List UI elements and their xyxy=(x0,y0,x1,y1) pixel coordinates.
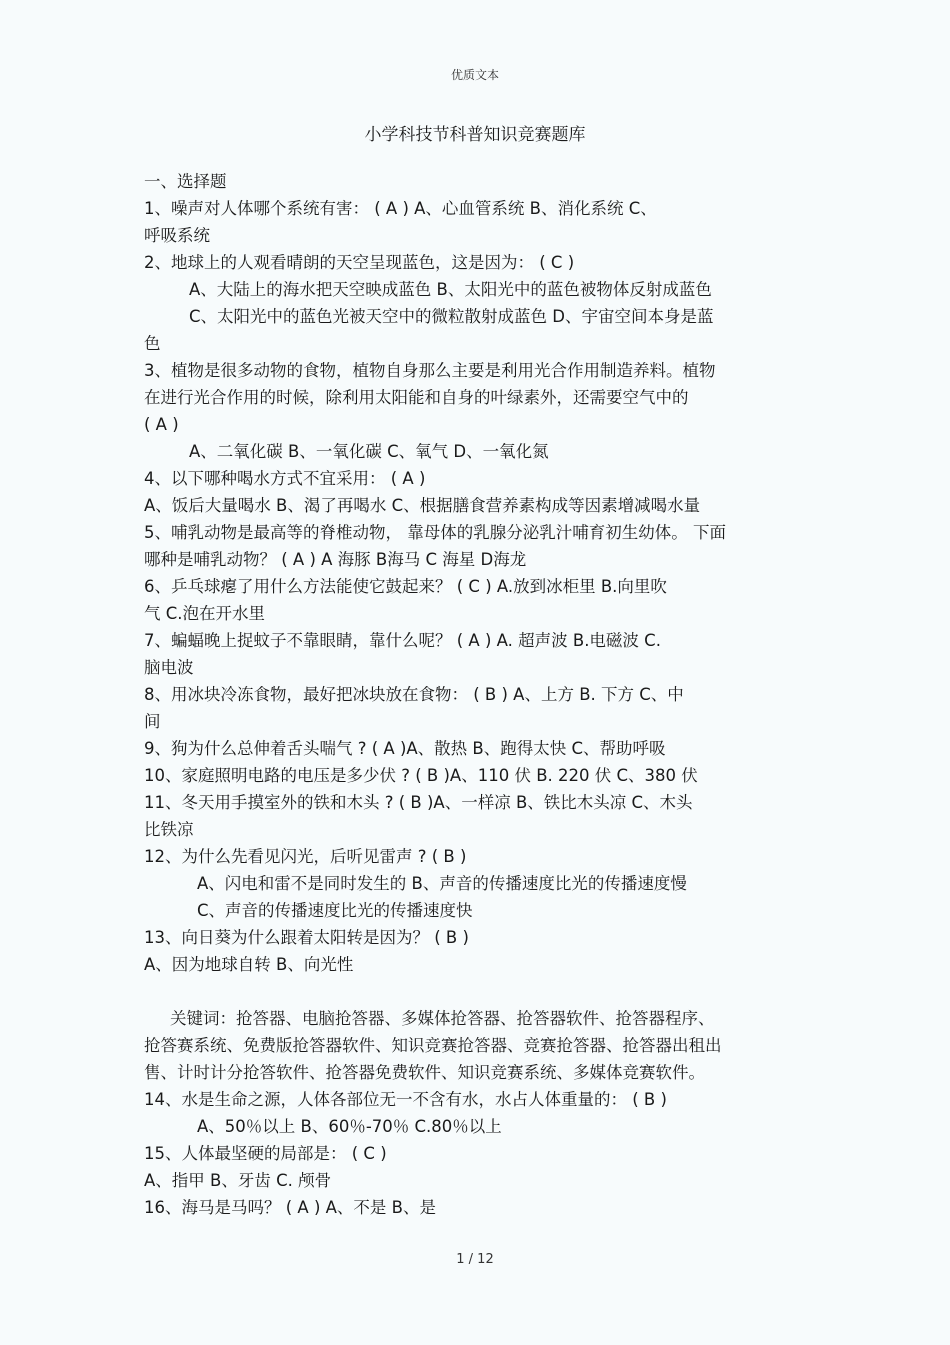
text-line: 6、乒乓球瘪了用什么方法能使它鼓起来？ ( C ) A.放到冰柜里 B.向里吹 xyxy=(144,577,667,596)
text-line: 抢答赛系统、免费版抢答器软件、知识竞赛抢答器、竞赛抢答器、抢答器出租出 xyxy=(144,1036,722,1055)
text-line: A、因为地球自转 B、向光性 xyxy=(144,955,354,974)
text-line: 15、人体最坚硬的局部是： ( C ) xyxy=(144,1144,387,1163)
text-line: A、饭后大量喝水 B、渴了再喝水 C、根据膳食营养素构成等因素增减喝水量 xyxy=(144,496,701,515)
document-title: 小学科技节科普知识竞赛题库 xyxy=(364,125,586,145)
text-line: 8、用冰块冷冻食物，最好把冰块放在食物： ( B ) A、上方 B. 下方 C、中 xyxy=(144,685,684,704)
text-line: 在进行光合作用的时候，除利用太阳能和自身的叶绿素外，还需要空气中的 xyxy=(144,388,689,407)
text-line: C、太阳光中的蓝色光被天空中的微粒散射成蓝色 D、宇宙空间本身是蓝 xyxy=(189,307,714,326)
text-line: 4、以下哪种喝水方式不宜采用： ( A ) xyxy=(144,469,426,488)
text-line: 5、哺乳动物是最高等的脊椎动物， 靠母体的乳腺分泌乳汁哺育初生幼体。 下面 xyxy=(144,523,726,542)
text-line: 关键词：抢答器、电脑抢答器、多媒体抢答器、抢答器软件、抢答器程序、 xyxy=(170,1009,715,1028)
text-line: 间 xyxy=(144,712,161,731)
text-line: 3、植物是很多动物的食物，植物自身那么主要是利用光合作用制造养料。植物 xyxy=(144,361,716,380)
page-number: 1 / 12 xyxy=(456,1252,494,1267)
question-list xyxy=(144,168,809,1221)
text-line: ( A ) xyxy=(144,415,179,434)
text-line: 色 xyxy=(144,334,161,353)
text-line: 1、噪声对人体哪个系统有害： ( A ) A、心血管系统 B、消化系统 C、 xyxy=(144,199,657,218)
text-line: 13、向日葵为什么跟着太阳转是因为？ ( B ) xyxy=(144,928,469,947)
text-line: A、指甲 B、牙齿 C. 颅骨 xyxy=(144,1171,332,1190)
text-line: 7、蝙蝠晚上捉蚊子不靠眼睛，靠什么呢？ ( A ) A. 超声波 B.电磁波 C. xyxy=(144,631,661,650)
blank-line xyxy=(144,978,809,1005)
text-line: 2、地球上的人观看晴朗的天空呈现蓝色，这是因为： ( C ) xyxy=(144,253,575,272)
text-line: 脑电波 xyxy=(144,658,194,677)
text-line: 比铁凉 xyxy=(144,820,194,839)
text-line: 一、选择题 xyxy=(144,172,227,191)
text-line: A、二氧化碳 B、一氧化碳 C、氧气 D、一氧化氮 xyxy=(189,442,549,461)
text-line: A、闪电和雷不是同时发生的 B、声音的传播速度比光的传播速度慢 xyxy=(197,874,687,893)
text-line: 呼吸系统 xyxy=(144,226,210,245)
text-line: 16、海马是马吗？ ( A ) A、不是 B、是 xyxy=(144,1198,436,1217)
text-line: 哪种是哺乳动物？ ( A ) A 海豚 B海马 C 海星 D海龙 xyxy=(144,550,527,569)
text-line: 10、家庭照明电路的电压是多少伏 ? ( B )A、110 伏 B. 220 伏 C、380 伏 xyxy=(144,766,698,785)
page-header: 优质文本 xyxy=(450,68,499,82)
text-line: 14、水是生命之源，人体各部位无一不含有水，水占人体重量的： ( B ) xyxy=(144,1090,667,1109)
text-line: 11、冬天用手摸室外的铁和木头 ? ( B )A、一样凉 B、铁比木头凉 C、木头 xyxy=(144,793,693,812)
text-line: 12、为什么先看见闪光，后听见雷声 ? ( B ) xyxy=(144,847,467,866)
text-line: 售、计时计分抢答软件、抢答器免费软件、知识竞赛系统、多媒体竞赛软件。 xyxy=(144,1063,705,1082)
text-line: 气 C.泡在开水里 xyxy=(144,604,266,623)
text-line: A、50％以上 B、60％-70％ C.80％以上 xyxy=(197,1117,502,1136)
text-line: A、大陆上的海水把天空映成蓝色 B、太阳光中的蓝色被物体反射成蓝色 xyxy=(189,280,712,299)
text-line: 9、狗为什么总伸着舌头喘气 ? ( A )A、散热 B、跑得太快 C、帮助呼吸 xyxy=(144,739,666,758)
text-line: C、声音的传播速度比光的传播速度快 xyxy=(197,901,473,920)
